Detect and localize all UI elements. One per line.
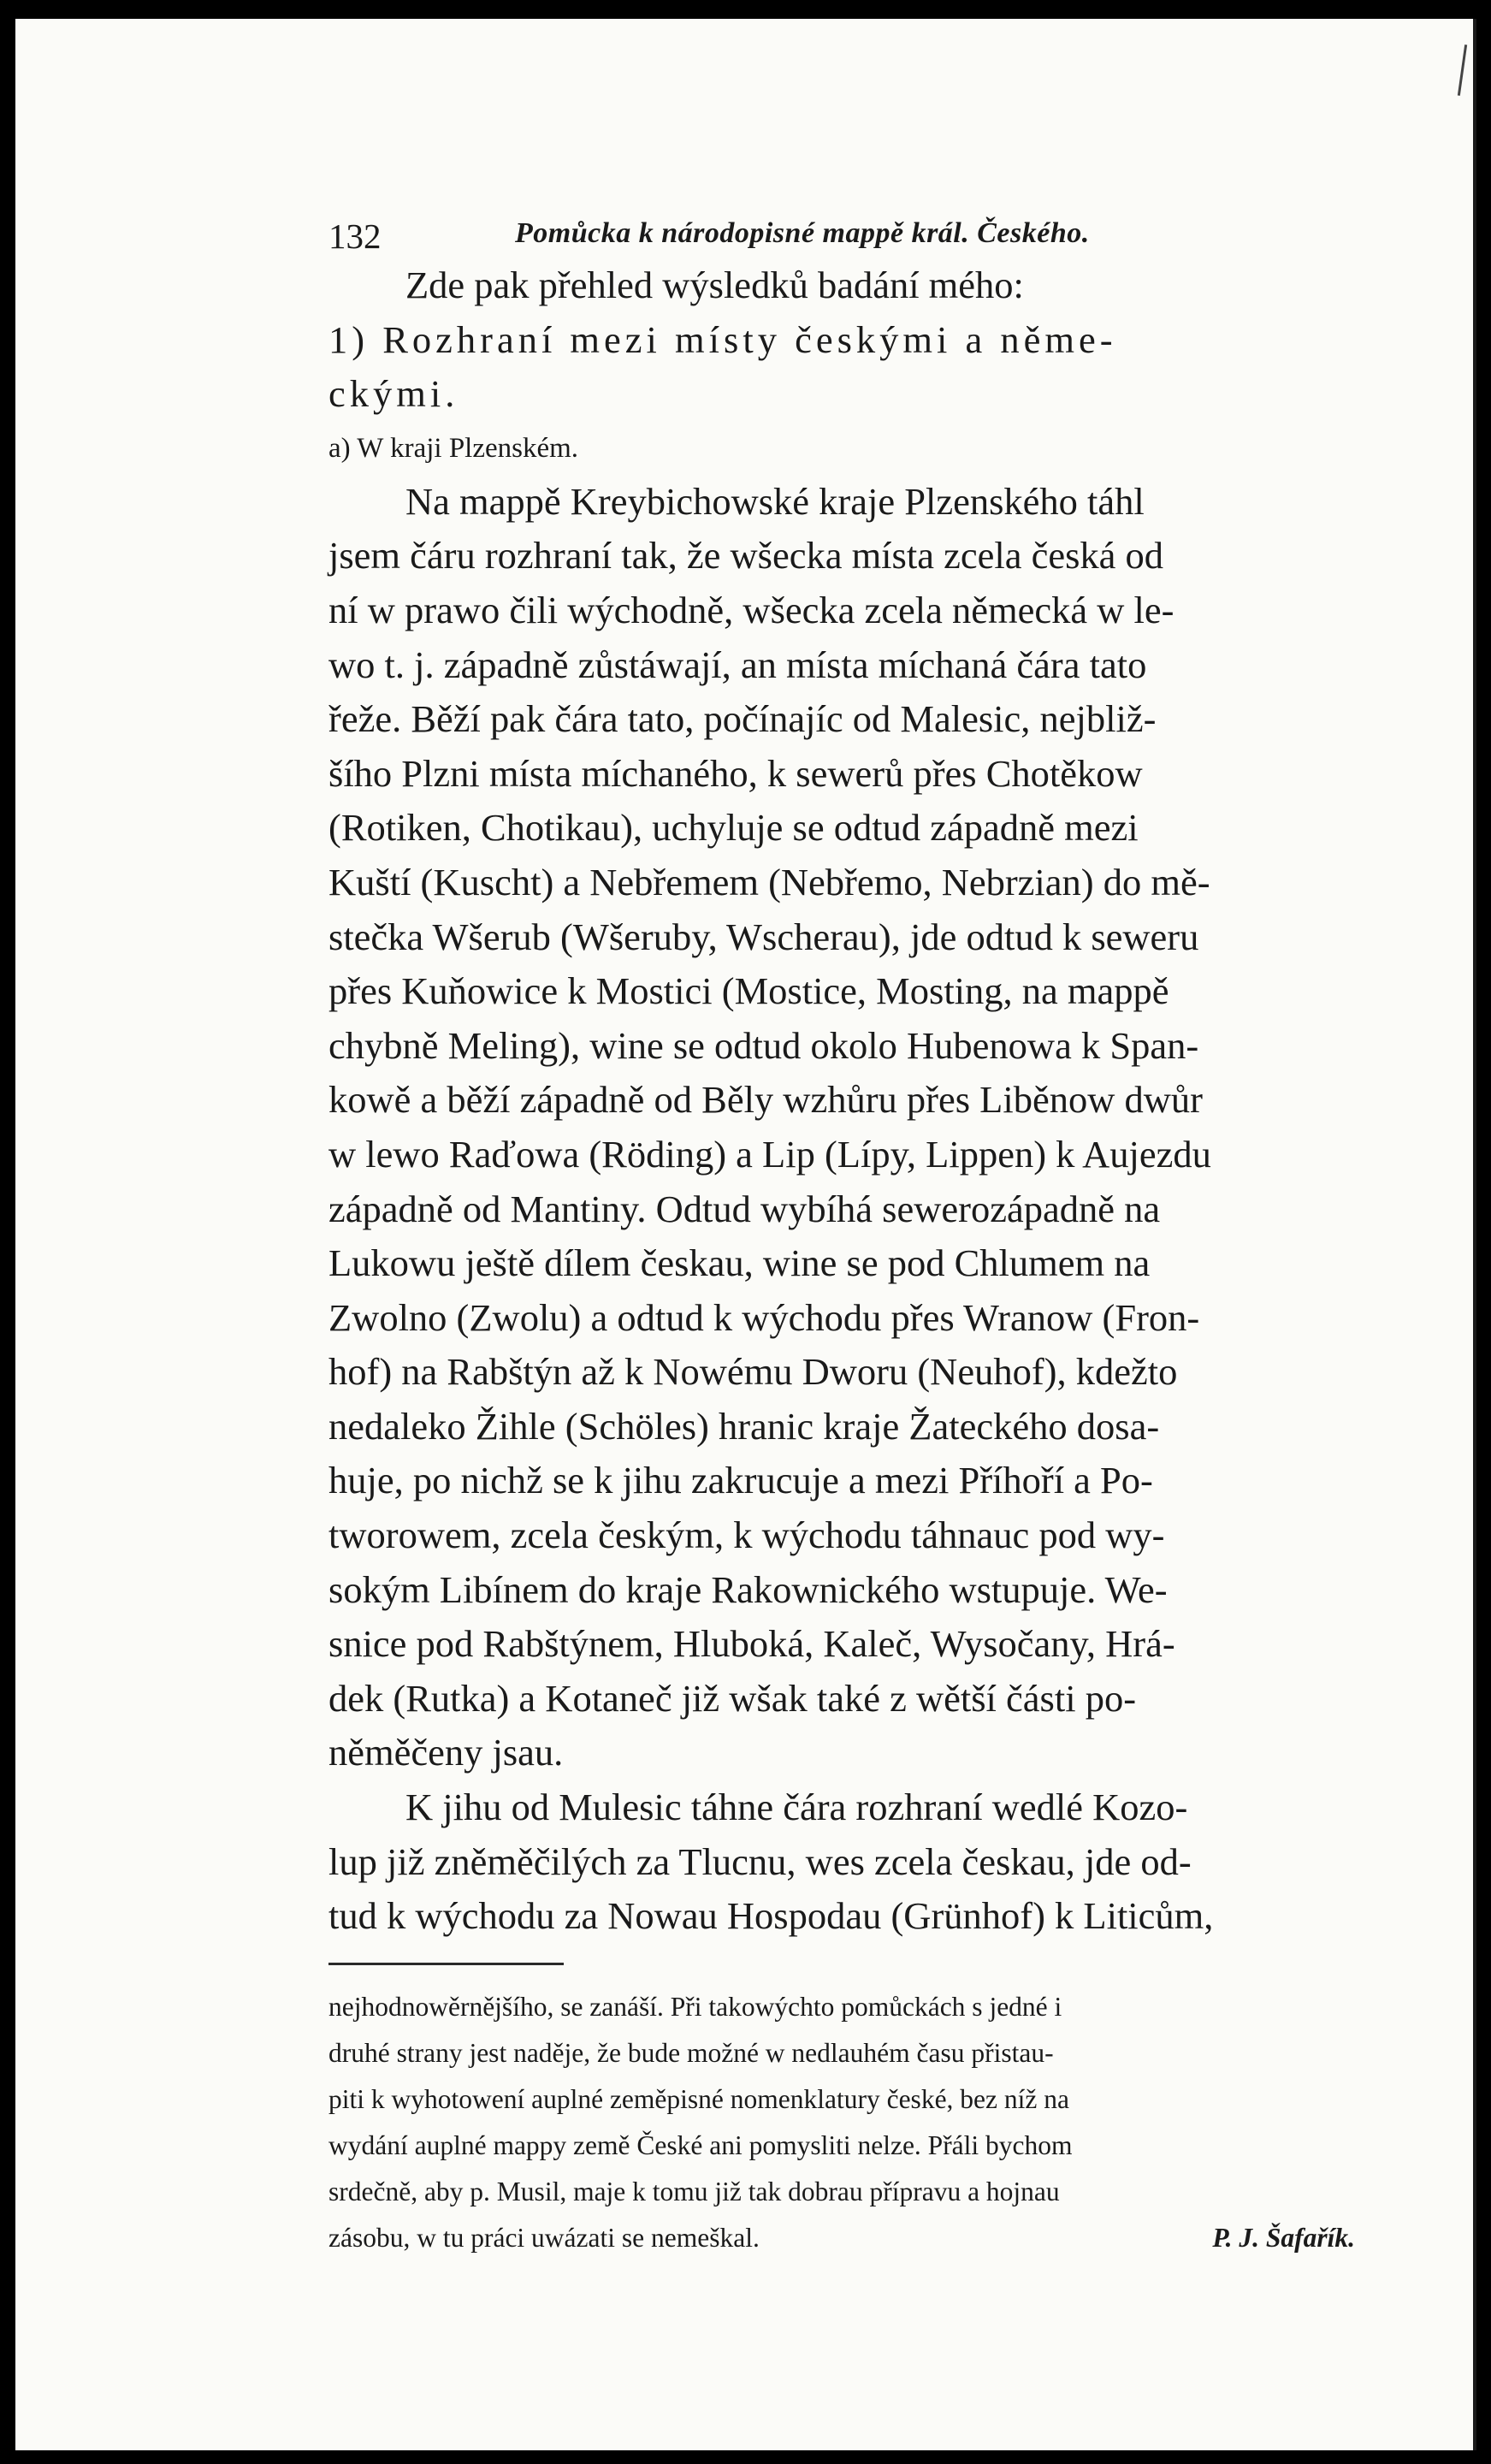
- text-line: řeže. Běží pak čára tato, počínajíc od Malesic, nejbliž-: [328, 697, 1157, 741]
- page-edge-shadow: [1473, 19, 1476, 2450]
- footnote-line: srdečně, aby p. Musil, maje k tomu již tak dobrau přípravu a hojnau: [328, 2176, 1060, 2206]
- text-line: (Rotiken, Chotikau), uchyluje se odtud západně mezi: [328, 806, 1139, 850]
- text-line: ní w prawo čili wýchodně, wšecka zcela německá w le-: [328, 588, 1174, 631]
- text-line: lup již zněměčilých za Tlucnu, wes zcela českau, jde od-: [328, 1839, 1192, 1883]
- text-line: K jihu od Mulesic táhne čára rozhraní wedlé Kozo-: [405, 1786, 1188, 1829]
- text-line: wo t. j. západně zůstáwají, an místa míchaná čára tato: [328, 643, 1147, 686]
- text-line: huje, po nichž se k jihu zakrucuje a mezi Příhoří a Po-: [328, 1459, 1153, 1502]
- page-corner-mark: [1458, 44, 1467, 96]
- text-line: w lewo Raďowa (Röding) a Lip (Lípy, Lippen) k Aujezdu: [328, 1132, 1211, 1176]
- intro-line: Zde pak přehled wýsledků badání mého:: [405, 264, 1024, 306]
- body-text: [328, 258, 1355, 1944]
- footnote-divider: [328, 1963, 564, 1965]
- text-block: [298, 181, 1354, 2261]
- list-item-1-cont: ckými.: [328, 372, 459, 416]
- running-header: [328, 181, 1354, 258]
- text-line: jsem čáru rozhraní tak, že wšecka místa zcela česká od: [328, 534, 1164, 578]
- paragraph-2: [328, 1780, 1355, 1944]
- book-page: [15, 19, 1476, 2450]
- footnote-line: druhé strany jest naděje, že bude možné w nedlauhém času přistau-: [328, 2037, 1054, 2068]
- text-line: šího Plzni místa míchaného, k sewerů přes Chotěkow: [328, 751, 1143, 795]
- subsection-heading: a) W kraji Plzenském.: [328, 432, 579, 464]
- text-line: dek (Rutka) a Kotaneč již wšak také z wětší části po-: [328, 1676, 1137, 1720]
- footnote-line: zásobu, w tu práci uwázati se nemeškal.: [328, 2222, 760, 2253]
- footnote-line: wydání auplné mappy země České ani pomysliti nelze. Přáli bychom: [328, 2129, 1073, 2160]
- text-line: tud k wýchodu za Nowau Hospodau (Grünhof) k Liticům,: [328, 1894, 1214, 1938]
- text-line: stečka Wšerub (Wšeruby, Wscherau), jde odtud k seweru: [328, 915, 1199, 958]
- footnote-last-line: [328, 2215, 1355, 2261]
- text-line: Zwolno (Zwolu) a odtud k wýchodu přes Wranow (Fron-: [328, 1295, 1200, 1339]
- text-line: chybně Meling), wine se odtud okolo Hubenowa k Span-: [328, 1023, 1199, 1067]
- footnote-line: nejhodnowěrnějšího, se zanáší. Při takowýchto pomůckách s jedné i: [328, 1991, 1062, 2022]
- text-line: něměčeny jsau.: [328, 1731, 564, 1774]
- page-number: 132: [328, 216, 382, 256]
- footnote: [328, 1984, 1355, 2261]
- text-line: tworowem, zcela českým, k wýchodu táhnauc pod wy-: [328, 1513, 1165, 1557]
- text-line: snice pod Rabštýnem, Hluboká, Kaleč, Wysočany, Hrá-: [328, 1622, 1175, 1666]
- running-title: Pomůcka k národopisné mappě král. Českého.: [515, 217, 1090, 249]
- text-line: kowě a běží západně od Běly wzhůru přes Liběnow dwůr: [328, 1078, 1203, 1122]
- text-line: západně od Mantiny. Odtud wybíhá sewerozápadně na: [328, 1187, 1161, 1230]
- text-line: přes Kuňowice k Mostici (Mostice, Mosting, na mappě: [328, 969, 1169, 1013]
- list-item-1: 1) Rozhraní mezi místy českými a něme-: [328, 317, 1117, 361]
- text-line: Kuští (Kuscht) a Nebřemem (Nebřemo, Nebrzian) do mě-: [328, 860, 1210, 903]
- text-line: Lukowu ještě dílem českau, wine se pod Chlumem na: [328, 1241, 1151, 1285]
- text-line: sokým Libínem do kraje Rakownického wstupuje. We-: [328, 1567, 1168, 1611]
- paragraph-1: [328, 475, 1355, 1780]
- text-line: Na mappě Kreybichowské kraje Plzenského táhl: [405, 479, 1145, 523]
- footnote-line: piti k wyhotowení auplné zeměpisné nomenklatury české, bez níž na: [328, 2083, 1069, 2114]
- text-line: hof) na Rabštýn až k Nowému Dworu (Neuhof), kdežto: [328, 1350, 1178, 1394]
- text-line: nedaleko Žihle (Schöles) hranic kraje Žateckého dosa-: [328, 1404, 1160, 1448]
- footnote-signature: P. J. Šafařík.: [1212, 2222, 1355, 2253]
